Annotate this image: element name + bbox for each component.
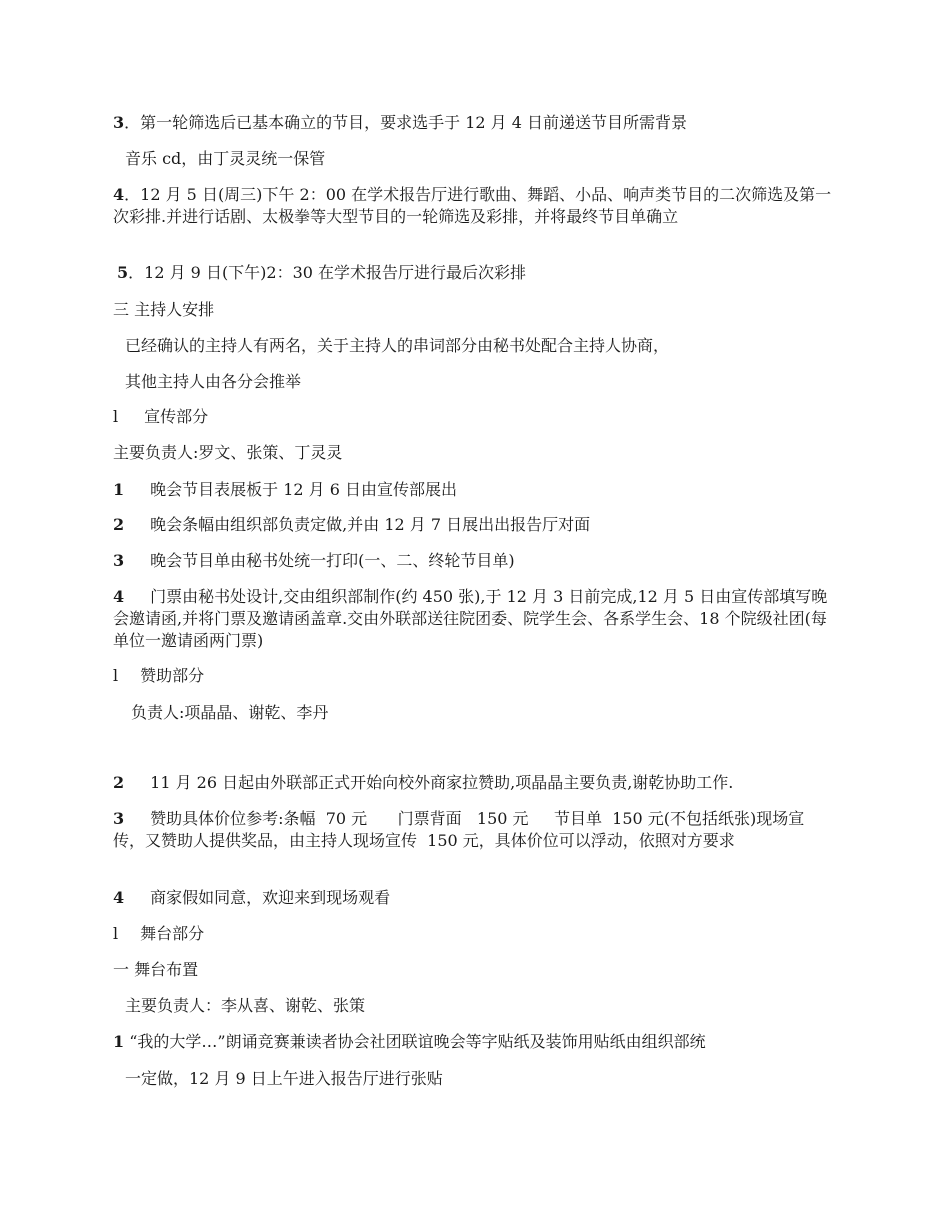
section-heading-host: 三 主持人安排 [113, 300, 215, 319]
stage-item-1 [113, 1031, 706, 1053]
item-number: 2 [113, 773, 125, 792]
schedule-item-3 [113, 112, 687, 134]
item-number: 4 [113, 888, 125, 907]
publicity-item-1 [113, 479, 457, 501]
item-text: 门票由秘书处设计,交由组织部制作(约 450 张),于 12 月 3 日前完成,12 月 5 日由宣传部填写晚会邀请函,并将门票及邀请函盖章.交由外联部送往院团委、院学生会、各系学生会、18 个院级社团(每单位一邀请函两门票) [113, 587, 828, 650]
item-number: 3 [113, 551, 125, 570]
sponsorship-leads: 负责人:项晶晶、谢乾、李丹 [131, 703, 329, 722]
sponsorship-item-2 [113, 772, 733, 794]
item-number: 1 [113, 480, 125, 499]
schedule-item-5 [117, 262, 526, 284]
item-number: 5 [117, 263, 129, 282]
item-number: 4 [113, 587, 125, 606]
bullet-marker: l [113, 666, 119, 685]
bullet-marker: l [113, 407, 119, 426]
item-text: 赞助具体价位参考:条幅 70 元 门票背面 150 元 节目单 150 元(不包括纸张)现场宣传，又赞助人提供奖品，由主持人现场宣传 150 元，具体价位可以浮动，依照对方要求 [113, 809, 805, 850]
item-number: 3 [113, 113, 125, 132]
item-text: 晚会节目表展板于 12 月 6 日由宣传部展出 [150, 480, 458, 499]
schedule-item-4 [113, 184, 835, 228]
item-text: ．12 月 5 日(周三)下午 2：00 在学术报告厅进行歌曲、舞蹈、小品、响声类节目的二次筛选及第一次彩排.并进行话剧、太极拳等大型节目的一轮筛选及彩排，并将最终节目单确立 [113, 185, 832, 226]
section-title: 宣传部分 [144, 407, 209, 426]
item-number: 2 [113, 515, 125, 534]
publicity-item-2 [113, 514, 590, 536]
item-text: ．第一轮筛选后已基本确立的节目，要求选手于 12 月 4 日前递送节目所需背景 [124, 113, 688, 132]
schedule-item-3-continued: 音乐 cd，由丁灵灵统一保管 [125, 149, 326, 168]
item-number: 4 [113, 185, 125, 204]
item-text: 11 月 26 日起由外联部正式开始向校外商家拉赞助,项晶晶主要负责,谢乾协助工作. [150, 773, 734, 792]
item-number: 1 [113, 1032, 125, 1051]
publicity-leads: 主要负责人:罗文、张策、丁灵灵 [113, 443, 343, 462]
publicity-item-3 [113, 550, 515, 572]
item-text: 晚会节目单由秘书处统一打印(一、二、终轮节目单) [150, 551, 515, 570]
item-number: 3 [113, 809, 125, 828]
publicity-item-4 [113, 586, 835, 652]
section-heading-stage [113, 923, 204, 945]
host-paragraph-line-1: 已经确认的主持人有两名，关于主持人的串词部分由秘书处配合主持人协商， [125, 336, 670, 355]
item-text: “我的大学…”朗诵竞赛兼读者协会社团联谊晚会等字贴纸及装饰用贴纸由组织部统 [124, 1032, 706, 1051]
sponsorship-item-3 [113, 808, 835, 852]
stage-leads: 主要负责人：李从喜、谢乾、张策 [125, 996, 366, 1015]
item-text: 晚会条幅由组织部负责定做,并由 12 月 7 日展出出报告厅对面 [150, 515, 591, 534]
section-heading-sponsorship [113, 665, 204, 687]
bullet-marker: l [113, 924, 119, 943]
section-title: 赞助部分 [140, 666, 205, 685]
host-paragraph-line-2: 其他主持人由各分会推举 [125, 372, 302, 391]
section-heading-publicity [113, 406, 208, 428]
subsection-heading-stage-setup: 一 舞台布置 [113, 960, 199, 979]
stage-item-1-continued: 一定做，12 月 9 日上午进入报告厅进行张贴 [125, 1069, 443, 1088]
item-text: 商家假如同意，欢迎来到现场观看 [150, 888, 391, 907]
sponsorship-item-4 [113, 887, 390, 909]
item-text: ．12 月 9 日(下午)2：30 在学术报告厅进行最后次彩排 [128, 263, 527, 282]
section-title: 舞台部分 [140, 924, 205, 943]
